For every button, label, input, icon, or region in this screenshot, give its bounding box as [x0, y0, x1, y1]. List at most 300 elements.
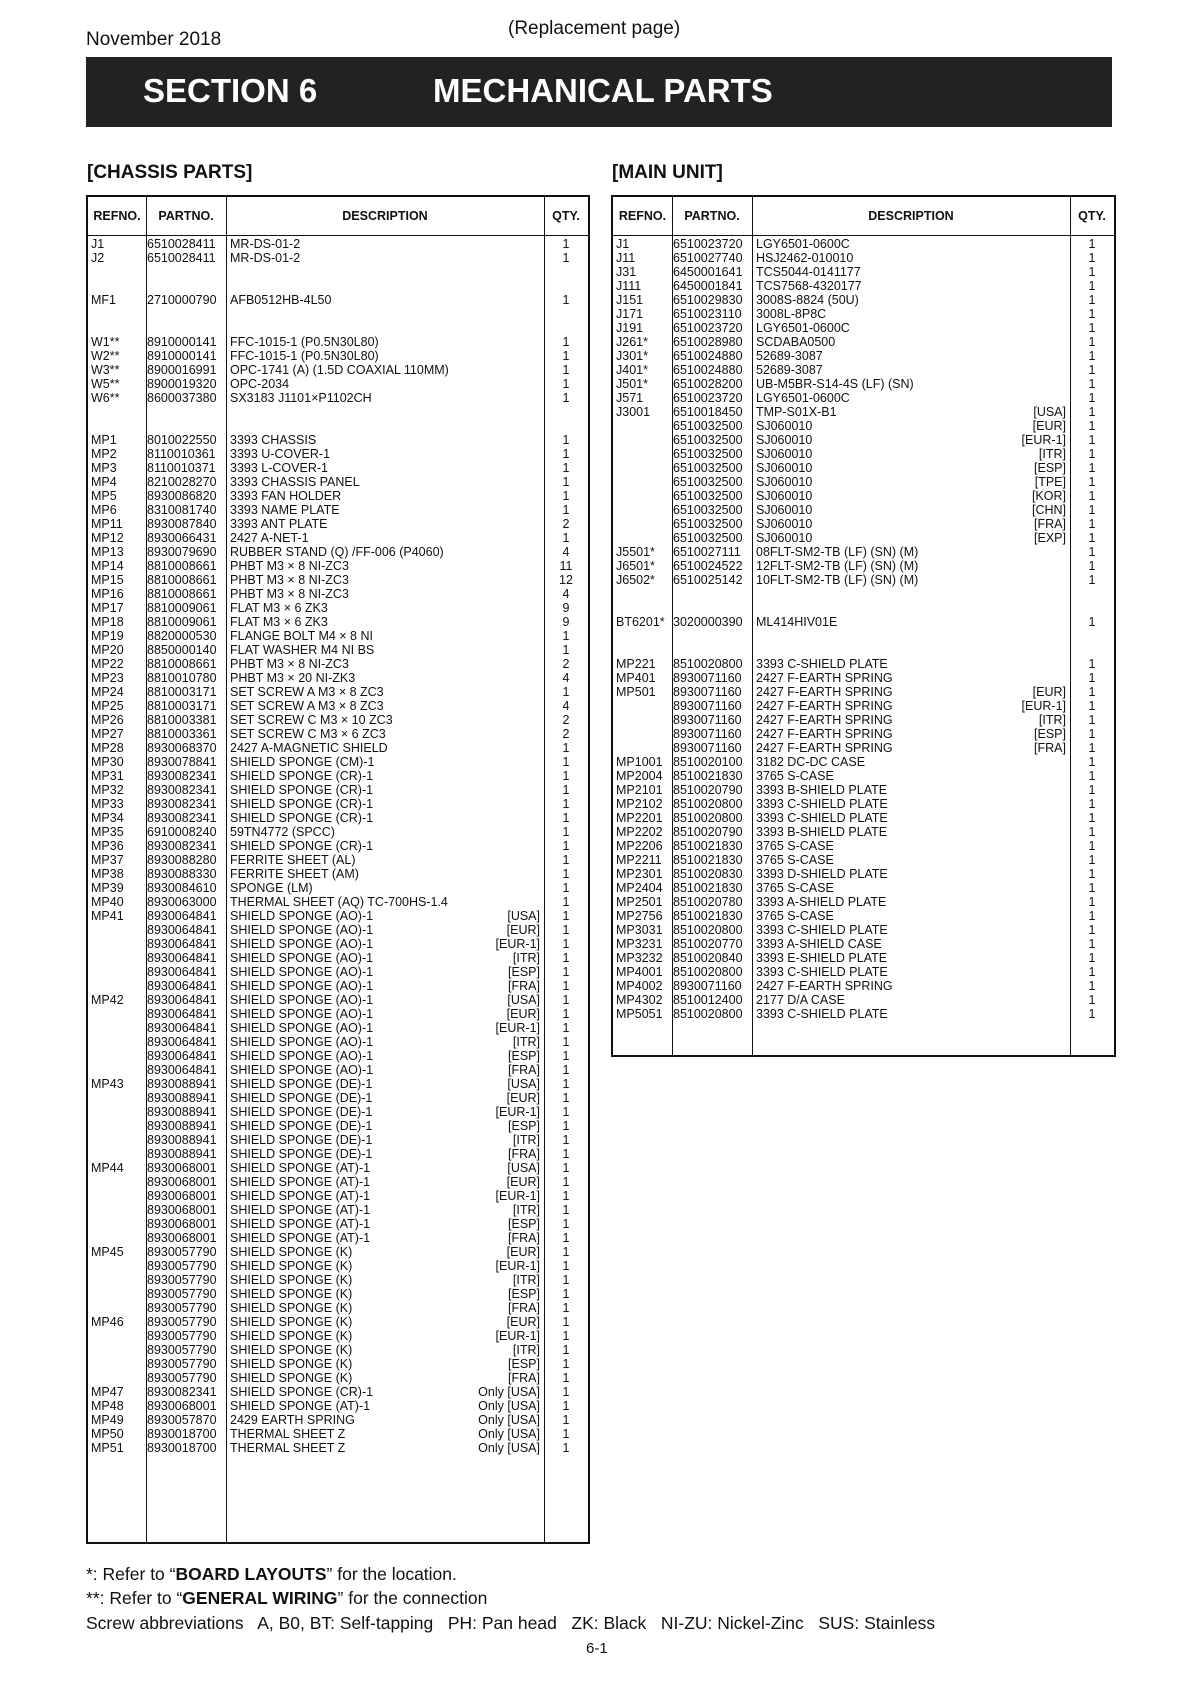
part-no: 6510023720 [673, 321, 743, 335]
description: FERRITE SHEET (AM) [230, 867, 359, 881]
ref-no: MP6 [91, 503, 117, 517]
description: FLAT M3 × 6 ZK3 [230, 615, 328, 629]
description: LGY6501-0600C [756, 391, 850, 405]
part-no: 6510032500 [673, 419, 743, 433]
description: SHIELD SPONGE (K) [230, 1329, 353, 1343]
quantity: 1 [562, 1301, 570, 1315]
ref-no: MP15 [91, 573, 124, 587]
ref-no: MP2101 [616, 783, 663, 797]
region: [USA] [507, 993, 540, 1007]
description: SHIELD SPONGE (CR)-1 [230, 1385, 374, 1399]
table-row [613, 769, 1114, 783]
part-no: 8930088941 [147, 1091, 217, 1105]
region: [FRA] [1034, 517, 1066, 531]
description: SHIELD SPONGE (AO)-1 [230, 965, 374, 979]
section-banner [86, 57, 1112, 127]
description: SHIELD SPONGE (CR)-1 [230, 839, 374, 853]
table-row [613, 545, 1114, 559]
region: [EUR] [506, 1091, 540, 1105]
quantity: 1 [1088, 237, 1096, 251]
table-row [88, 629, 588, 643]
description: 3393 ANT PLATE [230, 517, 328, 531]
quantity: 1 [1088, 1007, 1096, 1021]
region: [EUR] [506, 1245, 540, 1259]
quantity: 1 [1088, 321, 1096, 335]
description: SET SCREW C M3 × 10 ZC3 [230, 713, 393, 727]
quantity: 1 [562, 1021, 570, 1035]
region: [ESP] [508, 1357, 540, 1371]
region: [EXP] [1034, 531, 1066, 545]
part-no: 8930057870 [147, 1413, 217, 1427]
quantity: 1 [1088, 489, 1096, 503]
part-no: 8510020830 [673, 867, 743, 881]
quantity: 1 [562, 1147, 570, 1161]
ref-no: MP23 [91, 671, 124, 685]
part-no: 8930057790 [147, 1315, 217, 1329]
description: TMP-S01X-B1 [756, 405, 837, 419]
ref-no: MP16 [91, 587, 124, 601]
table-row [613, 461, 1114, 475]
table-row [613, 517, 1114, 531]
part-no: 6510018450 [673, 405, 743, 419]
quantity: 11 [559, 559, 573, 573]
note1-bold: BOARD LAYOUTS [175, 1564, 327, 1584]
part-no: 8930064841 [147, 951, 217, 965]
part-no: 6510023720 [673, 391, 743, 405]
part-no: 6450001641 [673, 265, 743, 279]
ref-header-line1: REF [618, 209, 644, 223]
table-row [613, 559, 1114, 573]
description: SHIELD SPONGE (K) [230, 1343, 353, 1357]
quantity: 1 [562, 895, 570, 909]
ref-no: J6502* [616, 573, 655, 587]
ref-no: MP19 [91, 629, 124, 643]
description: SHIELD SPONGE (CM)-1 [230, 755, 375, 769]
part-no: 6510023110 [673, 307, 742, 321]
description: LGY6501-0600C [756, 237, 850, 251]
quantity: 1 [1088, 699, 1096, 713]
part-no: 8810010780 [147, 671, 217, 685]
description: 3393 NAME PLATE [230, 503, 340, 517]
ref-no: MP17 [91, 601, 124, 615]
quantity: 4 [562, 699, 570, 713]
table-row [88, 475, 588, 489]
table-row [613, 335, 1114, 349]
description: SHIELD SPONGE (K) [230, 1245, 353, 1259]
quantity: 1 [1088, 741, 1096, 755]
description: 3393 D-SHIELD PLATE [756, 867, 888, 881]
quantity: 1 [1088, 433, 1096, 447]
ref-no: MP46 [91, 1315, 124, 1329]
quantity: 9 [562, 601, 570, 615]
part-no: 8930018700 [147, 1427, 217, 1441]
ref-header-line1: REF [93, 209, 119, 223]
table-row [613, 699, 1114, 713]
table-row [613, 657, 1114, 671]
region: [EUR-1] [495, 1105, 540, 1119]
part-no: 6510029830 [673, 293, 743, 307]
table-row [88, 685, 588, 699]
ref-no: MP4 [91, 475, 117, 489]
description: 3765 S-CASE [756, 853, 834, 867]
quantity: 1 [1088, 937, 1096, 951]
part-no: 6510032500 [673, 447, 743, 461]
quantity: 1 [562, 1427, 570, 1441]
description: OPC-2034 [230, 377, 290, 391]
description: PHBT M3 × 8 NI-ZC3 [230, 559, 349, 573]
table-row [613, 937, 1114, 951]
part-no: 8930068001 [147, 1399, 217, 1413]
table-row [613, 363, 1114, 377]
ref-no: MP39 [91, 881, 124, 895]
part-no: 8930088941 [147, 1105, 217, 1119]
part-no: 8930082341 [147, 1385, 217, 1399]
description: SCDABA0500 [756, 335, 836, 349]
ref-no: MP36 [91, 839, 124, 853]
table-row [88, 1413, 588, 1427]
part-no: 6510028980 [673, 335, 743, 349]
description: RUBBER STAND (Q) /FF-006 (P4060) [230, 545, 444, 559]
description: 3393 FAN HOLDER [230, 489, 342, 503]
quantity: 1 [562, 475, 570, 489]
quantity: 1 [1088, 531, 1096, 545]
region: [EUR] [1032, 685, 1066, 699]
part-no: 8930018700 [147, 1441, 217, 1455]
table-row [88, 783, 588, 797]
region: [ITR] [512, 951, 540, 965]
quantity: 1 [1088, 867, 1096, 881]
table-row [88, 307, 588, 321]
description: SJ060010 [756, 531, 813, 545]
region: [ESP] [508, 1119, 540, 1133]
description: FLAT WASHER M4 NI BS [230, 643, 375, 657]
table-row [613, 503, 1114, 517]
ref-no-header [613, 197, 672, 235]
table-row [88, 1273, 588, 1287]
quantity: 1 [562, 1189, 570, 1203]
region: [EUR-1] [1021, 699, 1066, 713]
quantity: 2 [562, 657, 570, 671]
region: [EUR] [506, 1007, 540, 1021]
part-no: 8510012400 [673, 993, 743, 1007]
part-no-header [672, 197, 752, 235]
quantity: 1 [1088, 573, 1096, 587]
description: FFC-1015-1 (P0.5N30L80) [230, 349, 379, 363]
table-row [88, 265, 588, 279]
description: 3393 CHASSIS [230, 433, 317, 447]
ref-no: MP22 [91, 657, 124, 671]
table-row [88, 1357, 588, 1371]
table-row [88, 1203, 588, 1217]
ref-no: J3001 [616, 405, 651, 419]
part-no: 8810003361 [147, 727, 217, 741]
quantity: 1 [1088, 965, 1096, 979]
description: 3393 C-SHIELD PLATE [756, 965, 888, 979]
table-row [88, 937, 588, 951]
description: SHIELD SPONGE (AO)-1 [230, 1007, 374, 1021]
region: Only [USA] [478, 1441, 540, 1455]
table-row [88, 335, 588, 349]
table-row [88, 433, 588, 447]
table-row [613, 741, 1114, 755]
ref-no: MP221 [616, 657, 656, 671]
board-layout-note [86, 1564, 457, 1585]
table-row [613, 489, 1114, 503]
description: SHIELD SPONGE (AT)-1 [230, 1161, 371, 1175]
description: 2427 F-EARTH SPRING [756, 699, 893, 713]
description: SET SCREW A M3 × 8 ZC3 [230, 685, 384, 699]
part-no: 8900016991 [147, 363, 217, 377]
part-no: 8930082341 [147, 769, 217, 783]
quantity: 1 [562, 1049, 570, 1063]
description: SHIELD SPONGE (DE)-1 [230, 1091, 373, 1105]
table-row [613, 643, 1114, 657]
table-row [88, 363, 588, 377]
part-no: 8930082341 [147, 783, 217, 797]
region: [EUR] [1032, 419, 1066, 433]
table-row [88, 1147, 588, 1161]
ref-no: MP2201 [616, 811, 663, 825]
description: 3393 B-SHIELD PLATE [756, 825, 888, 839]
table-row [613, 895, 1114, 909]
part-no: 8930071160 [673, 979, 742, 993]
ref-no: MP4001 [616, 965, 663, 979]
table-row [88, 489, 588, 503]
description: PHBT M3 × 8 NI-ZC3 [230, 587, 349, 601]
quantity: 1 [1088, 797, 1096, 811]
part-no: 8930086820 [147, 489, 217, 503]
description: LGY6501-0600C [756, 321, 850, 335]
quantity: 1 [562, 825, 570, 839]
part-no: 8810009061 [147, 615, 217, 629]
table-row [613, 783, 1114, 797]
table-row [88, 447, 588, 461]
part-no: 8930071160 [673, 741, 742, 755]
description: 2427 F-EARTH SPRING [756, 979, 893, 993]
part-no: 8930071160 [673, 727, 742, 741]
quantity: 1 [1088, 377, 1096, 391]
table-row [613, 251, 1114, 265]
table-row [88, 979, 588, 993]
part-no: 8510020800 [673, 1007, 743, 1021]
ref-no: MP47 [91, 1385, 124, 1399]
description-header: DESCRIPTION [868, 209, 954, 223]
part-header-line2: NO. [191, 209, 214, 223]
quantity: 1 [562, 1385, 570, 1399]
description: FFC-1015-1 (P0.5N30L80) [230, 335, 379, 349]
description: SHIELD SPONGE (DE)-1 [230, 1077, 373, 1091]
table-row [88, 1259, 588, 1273]
quantity: 1 [562, 1133, 570, 1147]
table-row [88, 377, 588, 391]
table-row [613, 531, 1114, 545]
quantity: 1 [562, 629, 570, 643]
quantity: 1 [1088, 783, 1096, 797]
part-no: 6510032500 [673, 489, 743, 503]
part-no: 8510021830 [673, 881, 743, 895]
part-no: 8930057790 [147, 1343, 217, 1357]
quantity: 1 [1088, 825, 1096, 839]
ref-no: MP25 [91, 699, 124, 713]
table-row [88, 965, 588, 979]
part-no: 8510020800 [673, 657, 743, 671]
table-row [613, 349, 1114, 363]
quantity: 1 [562, 1063, 570, 1077]
part-no: 8930071160 [673, 685, 742, 699]
part-no: 8930068001 [147, 1175, 217, 1189]
ref-no: MP1 [91, 433, 117, 447]
part-no: 8930068001 [147, 1231, 217, 1245]
quantity: 1 [562, 461, 570, 475]
table-header [613, 197, 1114, 236]
part-no: 8510020800 [673, 811, 743, 825]
quantity: 1 [562, 1259, 570, 1273]
table-row [88, 951, 588, 965]
region: [EUR] [506, 1315, 540, 1329]
quantity: 1 [562, 503, 570, 517]
table-row [88, 405, 588, 419]
ref-no: J501* [616, 377, 648, 391]
table-row [88, 1231, 588, 1245]
ref-no: MP18 [91, 615, 124, 629]
ref-no: MP40 [91, 895, 124, 909]
note1-prefix: *: Refer to “ [86, 1564, 176, 1584]
description: 3393 C-SHIELD PLATE [756, 797, 888, 811]
ref-no: MP31 [91, 769, 124, 783]
description: SHIELD SPONGE (K) [230, 1287, 353, 1301]
part-no: 8110010361 [147, 447, 216, 461]
quantity: 1 [562, 1273, 570, 1287]
part-no: 8810008661 [147, 587, 217, 601]
ref-no: MP3232 [616, 951, 663, 965]
ref-no: J191 [616, 321, 644, 335]
section-number: SECTION 6 [143, 72, 318, 109]
quantity: 1 [1088, 685, 1096, 699]
quantity: 1 [562, 811, 570, 825]
description: SHIELD SPONGE (AO)-1 [230, 979, 374, 993]
region: Only [USA] [478, 1385, 540, 1399]
section-title: MECHANICAL PARTS [433, 72, 773, 109]
description: 3393 U-COVER-1 [230, 447, 331, 461]
description: 52689-3087 [756, 363, 823, 377]
part-no: 8930064841 [147, 1007, 217, 1021]
table-header [88, 197, 588, 236]
table-row [88, 993, 588, 1007]
quantity: 1 [562, 867, 570, 881]
ref-no: MP4002 [616, 979, 663, 993]
ref-no: J31 [616, 265, 637, 279]
part-no: 8930064841 [147, 1063, 217, 1077]
description: 2177 D/A CASE [756, 993, 845, 1007]
description: SJ060010 [756, 433, 813, 447]
description: SHIELD SPONGE (AO)-1 [230, 937, 374, 951]
quantity: 1 [1088, 839, 1096, 853]
ref-no: MP38 [91, 867, 124, 881]
part-no: 8930068001 [147, 1161, 217, 1175]
part-no: 8930082341 [147, 797, 217, 811]
description: SHIELD SPONGE (DE)-1 [230, 1119, 373, 1133]
ref-no: MP32 [91, 783, 124, 797]
table-row [88, 671, 588, 685]
region: [EUR-1] [1021, 433, 1066, 447]
part-no: 8930068370 [147, 741, 217, 755]
ref-no: MP42 [91, 993, 124, 1007]
part-no: 8930088941 [147, 1119, 217, 1133]
part-no: 6510024880 [673, 349, 743, 363]
description: PHBT M3 × 8 NI-ZC3 [230, 573, 349, 587]
table-row [613, 727, 1114, 741]
quantity: 1 [1088, 475, 1096, 489]
part-no: 6510032500 [673, 531, 743, 545]
table-row [88, 545, 588, 559]
part-no: 8510020800 [673, 797, 743, 811]
quantity: 1 [1088, 881, 1096, 895]
part-no: 8930057790 [147, 1357, 217, 1371]
table-row [88, 811, 588, 825]
table-row [613, 405, 1114, 419]
table-row [88, 881, 588, 895]
part-no: 8930071160 [673, 671, 742, 685]
table-row [88, 1287, 588, 1301]
description: FLANGE BOLT M4 × 8 NI [230, 629, 373, 643]
description: 2427 F-EARTH SPRING [756, 727, 893, 741]
description: SJ060010 [756, 503, 813, 517]
table-row [613, 293, 1114, 307]
ref-no: J401* [616, 363, 648, 377]
table-row [88, 1063, 588, 1077]
part-no: 8930068001 [147, 1189, 217, 1203]
table-row [613, 475, 1114, 489]
part-no: 8930064841 [147, 1021, 217, 1035]
region: [ESP] [1034, 727, 1066, 741]
part-no: 8930064841 [147, 909, 217, 923]
table-row [613, 1007, 1114, 1021]
description: SHIELD SPONGE (CR)-1 [230, 811, 374, 825]
ref-no: MP43 [91, 1077, 124, 1091]
part-no: 8930064841 [147, 993, 217, 1007]
ref-no: MP44 [91, 1161, 124, 1175]
quantity: 1 [562, 755, 570, 769]
region: [FRA] [508, 1301, 540, 1315]
quantity: 1 [1088, 251, 1096, 265]
note2-suffix: ” for the connection [337, 1588, 488, 1608]
description: TCS5044-0141177 [756, 265, 861, 279]
table-row [613, 447, 1114, 461]
note2-prefix: **: Refer to “ [86, 1588, 183, 1608]
main-unit-heading: [MAIN UNIT] [612, 162, 723, 183]
ref-no: MP501 [616, 685, 656, 699]
ref-header-line2: NO. [118, 209, 141, 223]
region: Only [USA] [478, 1413, 540, 1427]
ref-no: MP3031 [616, 923, 663, 937]
table-row [88, 251, 588, 265]
table-row [88, 727, 588, 741]
table-row [613, 825, 1114, 839]
table-row [613, 993, 1114, 1007]
quantity: 1 [1088, 993, 1096, 1007]
description: SHIELD SPONGE (DE)-1 [230, 1105, 373, 1119]
description: SHIELD SPONGE (AT)-1 [230, 1231, 371, 1245]
table-row [88, 349, 588, 363]
part-no: 8930057790 [147, 1287, 217, 1301]
description: SHIELD SPONGE (AT)-1 [230, 1175, 371, 1189]
table-row [88, 699, 588, 713]
table-row [88, 573, 588, 587]
table-row [613, 279, 1114, 293]
table-row [88, 1315, 588, 1329]
ref-no: MP2301 [616, 867, 663, 881]
description: SHIELD SPONGE (DE)-1 [230, 1147, 373, 1161]
